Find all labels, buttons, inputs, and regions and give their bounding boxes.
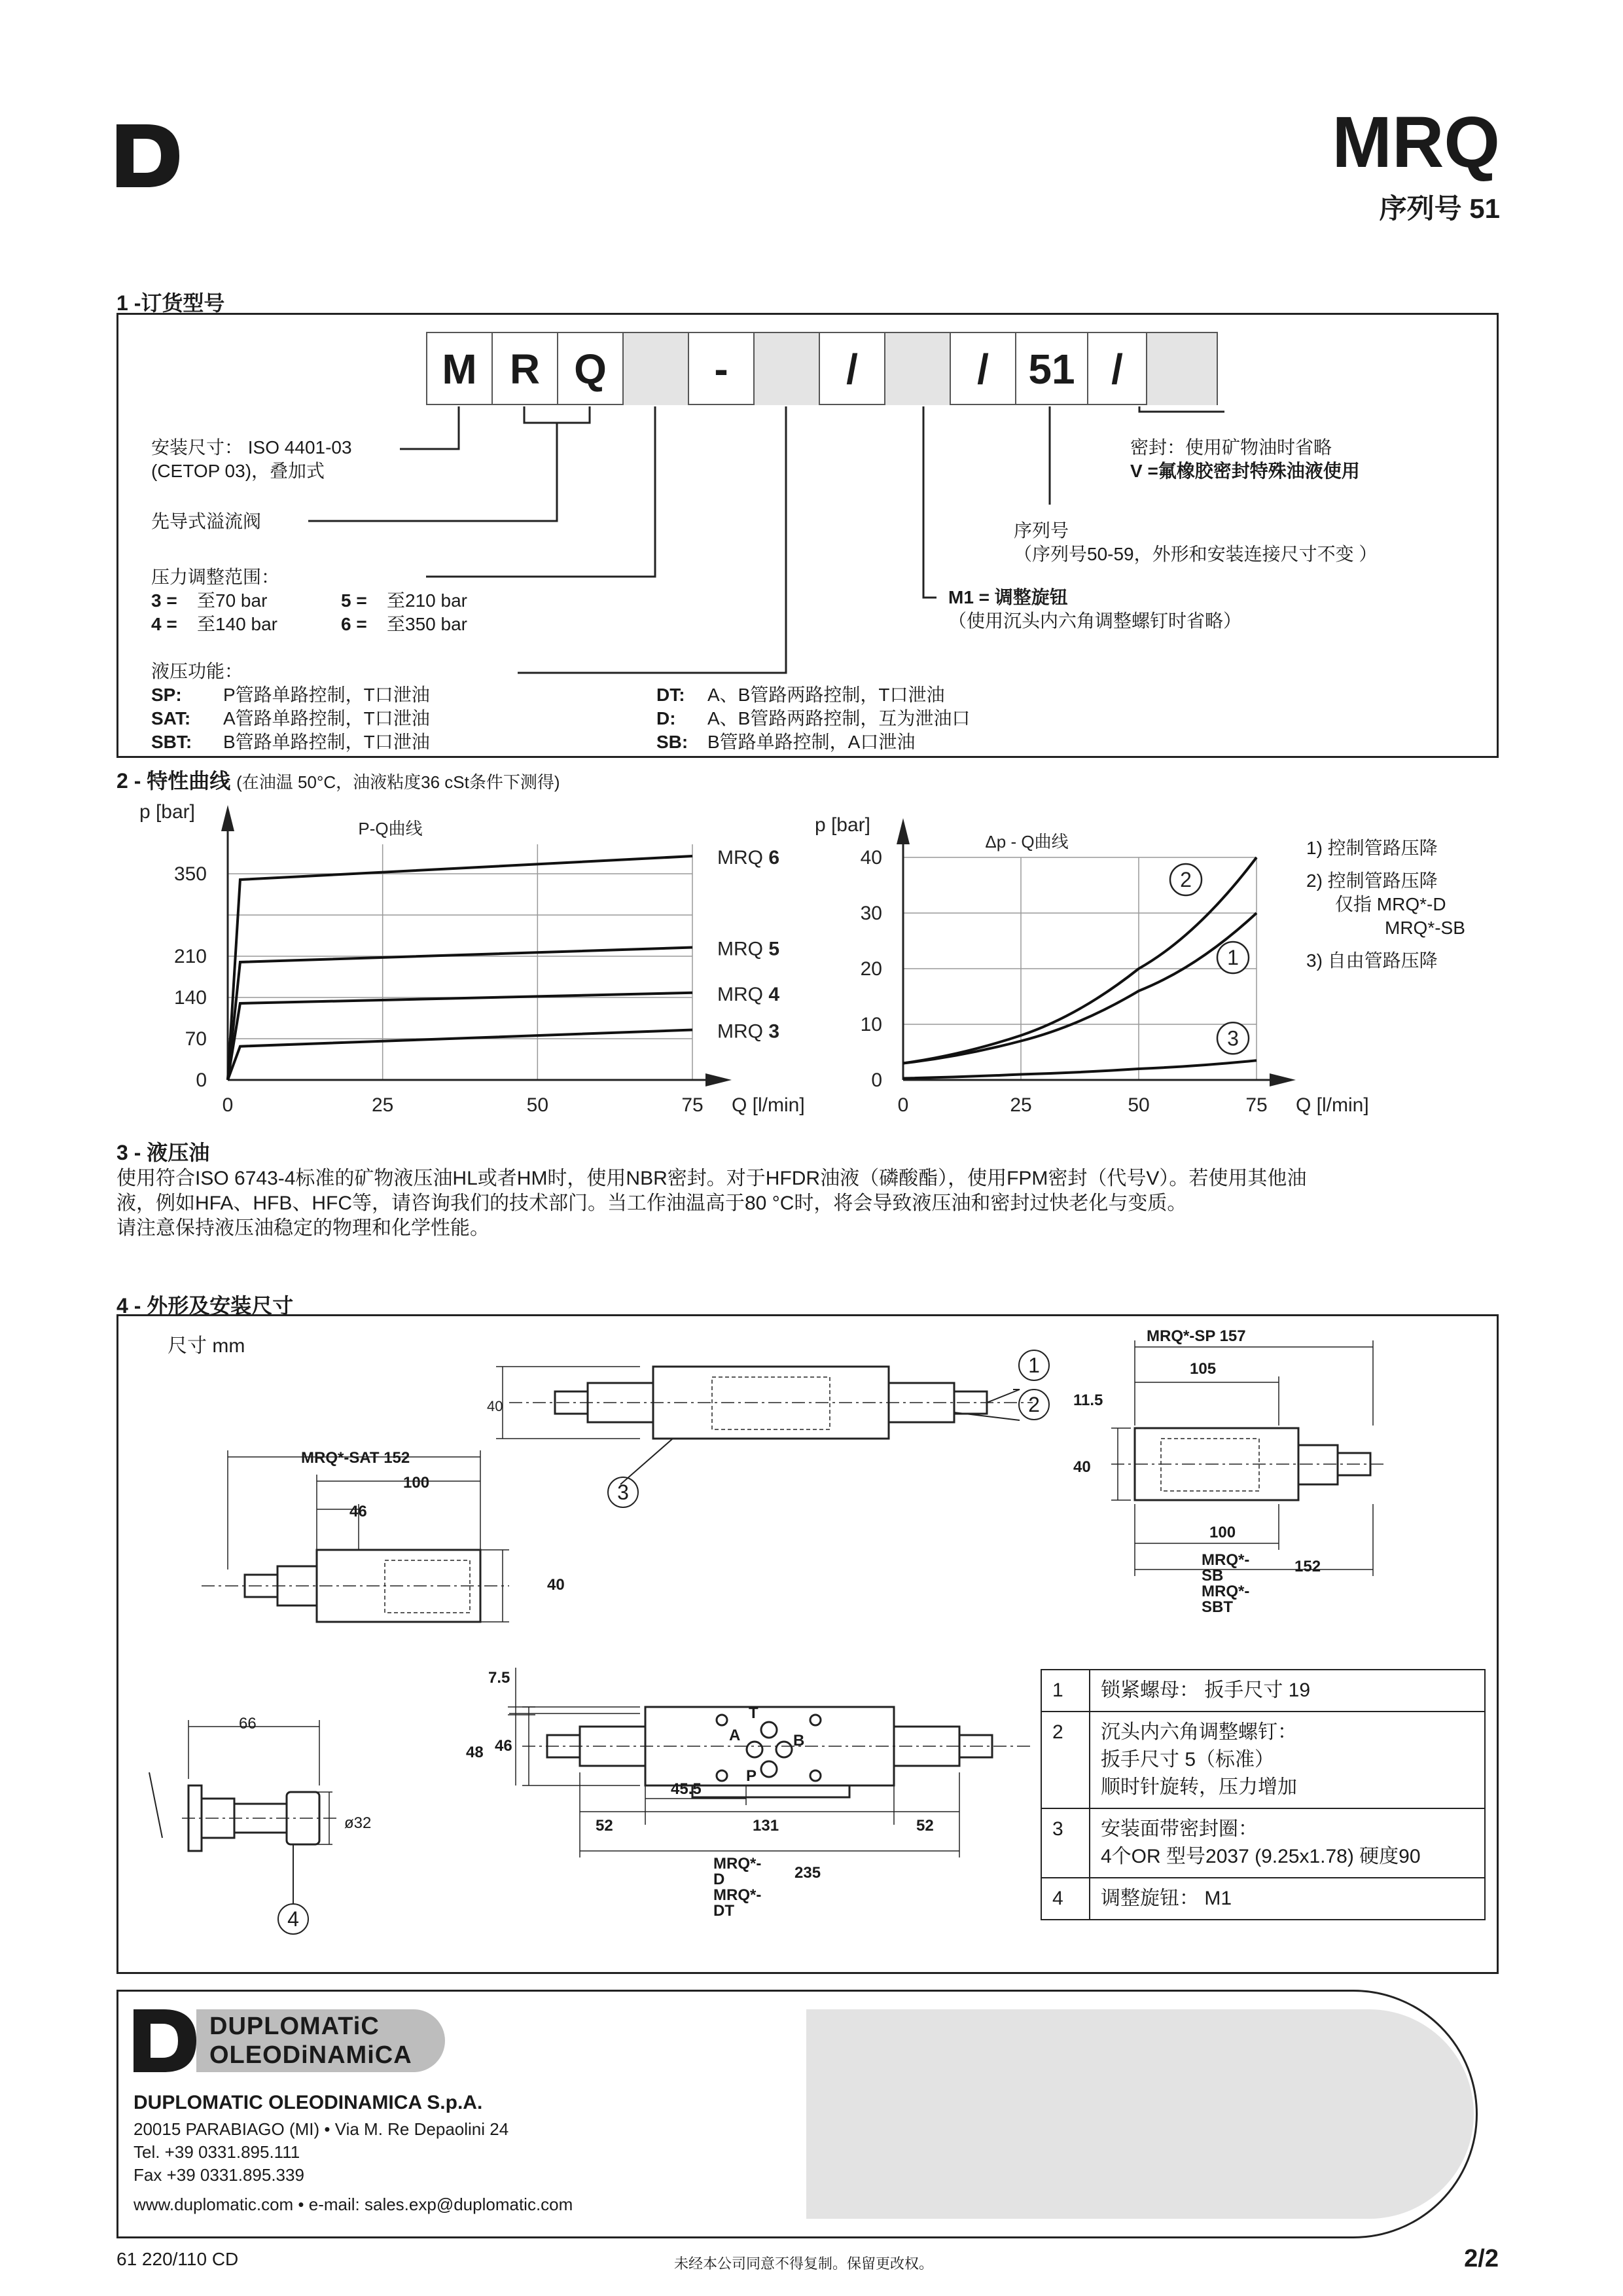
x-axis-label: Q [l/min] [732, 1094, 805, 1116]
y-tick-label: 20 [860, 958, 882, 980]
seal-text: 密封：使用矿物油时省略 [1130, 437, 1332, 457]
product-title: MRQ [1332, 102, 1500, 183]
y-tick-label: 10 [860, 1014, 882, 1035]
dim-52-left: 52 [596, 1817, 613, 1835]
x-tick-label: 0 [222, 1094, 234, 1116]
series-label: MRQ 3 [717, 1020, 780, 1043]
code-cell: - [689, 333, 755, 405]
logo-text-2: OLEODiNAMiCA [209, 2041, 412, 2069]
hydraulic-fluid-text: 使用符合ISO 6743-4标准的矿物液压油HL或者HM时，使用NBR密封。对于HFDR油液（磷酸酯），使用FPM密封（代号V）。若使用其他油 液，例如HFA、HFB、HFC等，请咨询我们的技术部门。当工作油温高于80 °C时，将会导致液压油和密封过快老化与变质。 请注意保持液压油稳定的物理和化学性能。 [116, 1168, 1307, 1239]
footer-gray-panel [806, 2009, 1474, 2219]
company-address: 20015 PARABIAGO (MI) • Via M. Re Depaolini 24 [134, 2119, 509, 2139]
dim-455: 45.5 [671, 1780, 702, 1798]
dim-48: 48 [466, 1744, 484, 1761]
mounting-text: 安装尺寸： ISO 4401-03 [151, 437, 352, 457]
x-tick-label: 25 [1010, 1094, 1032, 1116]
dim-dt: MRQ*-DT [713, 1886, 762, 1920]
dim-235: 235 [794, 1864, 821, 1882]
code-cell: Q [558, 333, 624, 405]
series-line-MRQ-5 [228, 948, 692, 1081]
table-row: 1 锁紧螺母： 扳手尺寸 19 [1041, 1670, 1485, 1712]
port-a: A [729, 1727, 741, 1744]
section-2-subtitle: (在油温 50°C，油液粘度36 cSt条件下测得) [236, 772, 560, 792]
dim-131: 131 [753, 1817, 779, 1835]
y-tick-label: 70 [185, 1028, 207, 1050]
series-line-MRQ-4 [228, 993, 692, 1080]
x-axis-arrow [1270, 1073, 1296, 1086]
dim-152-right: 152 [1294, 1558, 1321, 1575]
code-cell: / [1088, 333, 1147, 405]
series-callout-label: 3 [1227, 1026, 1239, 1050]
y-tick-label: 40 [860, 847, 882, 869]
table-row: 3 安装面带密封圈： 4个OR 型号2037 (9.25x1.78) 硬度90 [1041, 1808, 1485, 1878]
section-3-title: 3 - 液压油 [116, 1141, 210, 1164]
callout-2: 2 [1018, 1389, 1050, 1420]
series-line-MRQ-6 [228, 856, 692, 1080]
dim-40-left: 40 [547, 1576, 565, 1594]
function-title: 液压功能： [151, 661, 243, 681]
series-label: 序列号 51 [1379, 193, 1500, 224]
dim-sp: MRQ*-SP 157 [1147, 1327, 1246, 1345]
serial-text: 序列号 [1014, 520, 1069, 541]
chart2-notes [1306, 836, 1489, 973]
note-2-a: 仅指 MRQ*-D [1335, 894, 1446, 914]
page-number: 2/2 [1464, 2245, 1499, 2272]
code-cell: / [951, 333, 1016, 405]
dim-105: 105 [1190, 1360, 1217, 1378]
y-axis-label: p [bar] [139, 801, 195, 823]
y-tick-label: 0 [871, 1069, 882, 1091]
note-2-b: MRQ*-SB [1385, 918, 1465, 938]
callout-4: 4 [277, 1903, 309, 1935]
table-row: 4 调整旋钮： M1 [1041, 1878, 1485, 1920]
x-tick-label: 75 [681, 1094, 704, 1116]
section-2-title: 2 - 特性曲线 [116, 769, 231, 793]
y-tick-label: 30 [860, 903, 882, 924]
note-2: 2) 控制管路压降 [1306, 870, 1438, 891]
x-tick-label: 0 [897, 1094, 909, 1116]
y-tick-label: 0 [196, 1069, 207, 1091]
dim-115: 11.5 [1073, 1391, 1103, 1409]
dim-sat: MRQ*-SAT 152 [301, 1449, 410, 1467]
dim-d: MRQ*-D [713, 1855, 762, 1888]
y-tick-label: 350 [173, 863, 207, 885]
series-line-MRQ-3 [228, 1030, 692, 1081]
y-axis-arrow [221, 805, 234, 831]
series-line-2 [903, 857, 1257, 1064]
code-cell: 51 [1016, 333, 1088, 405]
dim-75: 7.5 [488, 1669, 510, 1687]
note-3: 3) 自由管路压降 [1306, 950, 1438, 971]
dim-52-right: 52 [916, 1817, 934, 1835]
port-p: P [746, 1767, 757, 1785]
company-fax: Fax +39 0331.895.339 [134, 2165, 304, 2185]
dim-46: 46 [349, 1503, 367, 1520]
y-tick-label: 140 [173, 987, 207, 1009]
table-row: 2 沉头内六角调整螺钉： 扳手尺寸 5（标准） 顺时针旋转，压力增加 [1041, 1712, 1485, 1808]
dim-66: 66 [239, 1715, 257, 1732]
duplomatic-logo-icon [116, 124, 182, 187]
rights-notice: 未经本公司同意不得复制。保留更改权。 [674, 2255, 934, 2272]
series-label: MRQ 5 [717, 938, 780, 960]
company-name: DUPLOMATIC OLEODINAMICA S.p.A. [134, 2092, 483, 2113]
logo-text-1: DUPLOMATiC [209, 2013, 380, 2040]
doc-code: 61 220/110 CD [116, 2249, 239, 2269]
chart-title: Δp - Q曲线 [985, 832, 1069, 852]
x-tick-label: 50 [1128, 1094, 1150, 1116]
duplomatic-logo-mark-icon [134, 2009, 199, 2072]
section-1-title: 1 -订货型号 [116, 291, 225, 315]
callout-1: 1 [1018, 1350, 1050, 1381]
callout-3: 3 [607, 1477, 639, 1508]
y-tick-label: 210 [173, 946, 207, 967]
series-label: MRQ 6 [717, 847, 780, 869]
dim-sbt: MRQ*-SBT [1202, 1583, 1250, 1616]
series-callout-label: 2 [1180, 868, 1192, 891]
pq-chart [116, 801, 805, 1132]
serial-note: （序列号50-59，外形和安装连接尺寸不变 ） [1014, 544, 1378, 564]
x-tick-label: 50 [526, 1094, 549, 1116]
code-cell: R [493, 333, 558, 405]
unit-label: 尺寸 mm [168, 1335, 245, 1357]
parts-table [1041, 1669, 1486, 1920]
port-b: B [793, 1732, 805, 1749]
x-tick-label: 25 [371, 1094, 394, 1116]
knob-note: （使用沉头内六角调整螺钉时省略） [948, 611, 1242, 631]
function-list: SP: P管路单路控制，T口泄油 DT: A、B管路两路控制，T口泄油 SAT: A管路单路控制，T口泄油 D: A、B管路两路控制，互为泄油口 SBT: B管路单路控制，T口泄油 SB: B管路单路控制，A口泄油 [151, 685, 971, 752]
code-cell: / [820, 333, 885, 405]
series-line-3 [903, 1060, 1257, 1078]
series-line-1 [903, 913, 1257, 1064]
svg-text:40: 40 [487, 1398, 503, 1414]
dim-100-left: 100 [403, 1474, 430, 1492]
knob-option: M1 = 调整旋钮 [948, 587, 1068, 607]
code-cell: M [427, 333, 493, 405]
seal-option: V =氟橡胶密封特殊油液使用 [1130, 461, 1360, 481]
pressure-range-list: 3 = 至70 bar 5 = 至210 bar 4 = 至140 bar 6 = 至350 bar [151, 590, 467, 634]
x-tick-label: 75 [1245, 1094, 1268, 1116]
x-axis-label: Q [l/min] [1296, 1094, 1369, 1116]
section-4-title: 4 - 外形及安装尺寸 [116, 1294, 294, 1318]
dim-100-right: 100 [1209, 1524, 1236, 1541]
ordering-code-box [116, 313, 1499, 758]
dim-40-right: 40 [1073, 1458, 1091, 1476]
pressure-range-title: 压力调整范围： [151, 567, 280, 587]
mounting-text-2: (CETOP 03)，叠加式 [151, 461, 325, 481]
y-axis-label: p [bar] [814, 814, 870, 836]
x-axis-arrow [705, 1073, 732, 1086]
series-label: MRQ 4 [717, 983, 780, 1005]
dim-32: ø32 [344, 1814, 372, 1832]
valve-type-text: 先导式溢流阀 [151, 511, 262, 531]
chart-title: P-Q曲线 [358, 819, 423, 838]
company-web: www.duplomatic.com • e-mail: sales.exp@duplomatic.com [134, 2195, 573, 2214]
series-callout-label: 1 [1227, 946, 1239, 969]
company-tel: Tel. +39 0331.895.111 [134, 2142, 300, 2162]
y-axis-arrow [897, 818, 910, 844]
port-t: T [749, 1704, 758, 1722]
note-1: 1) 控制管路压降 [1306, 838, 1438, 858]
dim-sb: MRQ*-SB [1202, 1551, 1250, 1585]
dim-46-b: 46 [495, 1737, 512, 1755]
